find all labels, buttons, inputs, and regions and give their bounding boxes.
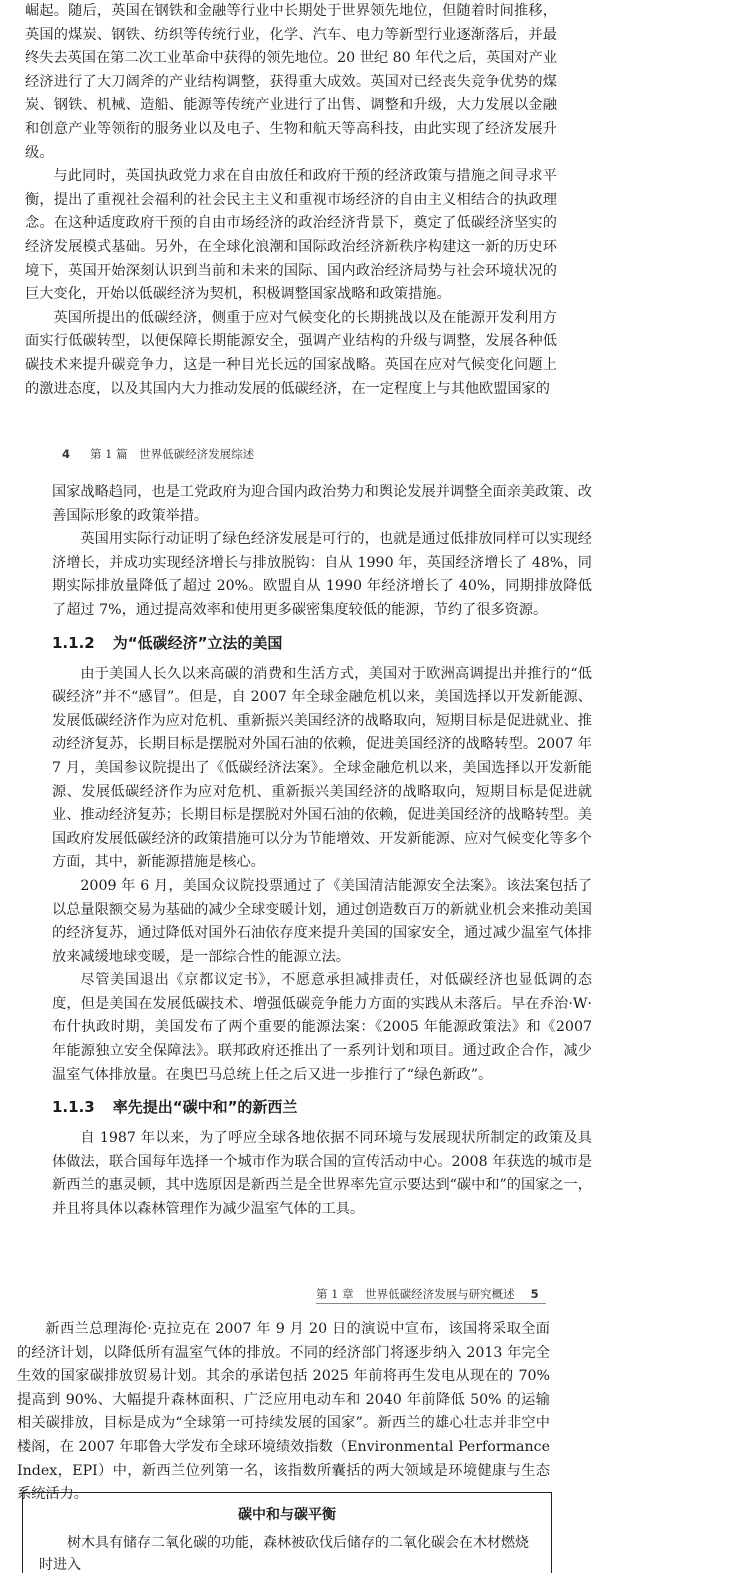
sidebar-box	[22, 1492, 552, 1573]
paragraph: 英国所提出的低碳经济，侧重于应对气候变化的长期挑战以及在能源开发利用方面实行低碳转型，以便保障长期能源安全，强调产业结构的升级与调整，发展各种低碳技术来提升碳竞争力，这是一种目光长远的国家战略。英国在应对气候变化问题上的激进态度，以及其国内大力推动发展的低碳经济，在一定程度上与其他欧盟国家的	[25, 309, 557, 397]
running-header-title: 第 1 章 世界低碳经济发展与研究概述	[316, 1287, 515, 1301]
section-number: 1.1.3	[52, 1098, 95, 1117]
paragraph: 新西兰总理海伦·克拉克在 2007 年 9 月 20 日的演说中宣布，该国将采取全面的经济计划，以降低所有温室气体的排放。不同的经济部门将逐步纳入 2013 年完全生效的国家碳排放贸易计划。其余的承诺包括 2025 年前将再生发电从现在的 70% 提高到 90%、大幅提升森林面积、广泛应用电动车和 2040 年前降低 50% 的运输相关碳排放，目标是成为“全球第一可持续发展的国家”。新西兰的雄心壮志并非空中楼阁，在 2007 年耶鲁大学发布全球环境绩效指数（Environmental Performance Index，EPI）中，新西兰位列第一名，该指数所囊括的两大领域是环境健康与生态系统活力。	[17, 1321, 550, 1503]
paragraph: 国家战略趋同，也是工党政府为迎合国内政治势力和舆论发展并调整全面亲美政策、改善国际形象的政策举措。	[52, 484, 592, 524]
page-number: 4	[62, 447, 71, 461]
paragraph: 英国用实际行动证明了绿色经济发展是可行的，也就是通过低排放同样可以实现经济增长，并成功实现经济增长与排放脱钩：自从 1990 年，英国经济增长了 48%，同期实际排放量降低了超过 20%。欧盟自从 1990 年经济增长了 40%，同期排放降低了超过 7%，通过提高效率和使用更多碳密集度较低的能源，节约了很多资源。	[52, 531, 592, 618]
page-number: 5	[530, 1287, 539, 1301]
page-header	[316, 1286, 546, 1302]
paragraph: 崛起。随后，英国在钢铁和金融等行业中长期处于世界领先地位，但随着时间推移，英国的煤炭、钢铁、纺织等传统行业，化学、汽车、电力等新型行业逐渐落后，并最终失去英国在第二次工业革命中获得的领先地位。20 世纪 80 年代之后，英国对产业经济进行了大刀阔斧的产业结构调整，获得重大成效。英国对已经丧失竞争优势的煤炭、钢铁、机械、造船、能源等传统产业进行了出售、调整和升级，大力发展以金融和创意产业等领衔的服务业以及电子、生物和航天等高科技，由此实现了经济发展升级。	[25, 3, 558, 161]
section-heading-1-1-3	[52, 1095, 592, 1119]
section-heading-1-1-2	[52, 631, 592, 655]
page2-body	[52, 481, 592, 1222]
page1-body	[25, 0, 557, 401]
section-title: 为“低碳经济”立法的美国	[112, 633, 283, 652]
box-title: 碳中和与碳平衡	[238, 1507, 336, 1523]
paragraph: 由于美国人长久以来高碳的消费和生活方式，美国对于欧洲高调提出并推行的“低碳经济”并不“感冒”。但是，自 2007 年全球金融危机以来，美国选择以开发新能源、发展低碳经济作为应对危机、重新振兴美国经济的战略取向，短期目标是促进就业、推动经济复苏，长期目标是摆脱对外国石油的依赖，促进美国经济的战略转型。2007 年 7 月，美国参议院提出了《低碳经济法案》。全球金融危机以来，美国选择以开发新能源、发展低碳经济作为应对危机、重新振兴美国经济的战略取向，短期目标是促进就业、推动经济复苏；长期目标是摆脱对外国石油的依赖，促进美国经济的战略转型。美国政府发展低碳经济的政策措施可以分为节能增效、开发新能源、应对气候变化等多个方面，其中，新能源措施是核心。	[52, 665, 592, 871]
paragraph: 尽管美国退出《京都议定书》，不愿意承担减排责任，对低碳经济也显低调的态度，但是美国在发展低碳技术、增强低碳竞争能力方面的实践从未落后。早在乔治·W·布什执政时期，美国发布了两个重要的能源法案：《2005 年能源政策法》和《2007 年能源独立安全保障法》。联邦政府还推出了一系列计划和项目。通过政企合作，减少温室气体排放量。在奥巴马总统上任之后又进一步推行了“绿色新政”。	[52, 972, 592, 1083]
header-rule	[316, 1303, 546, 1304]
paragraph: 自 1987 年以来，为了呼应全球各地依据不同环境与发展现状所制定的政策及具体做法，联合国每年选择一个城市作为联合国的宣传活动中心。2008 年获选的城市是新西兰的惠灵顿，其中选原因是新西兰是全世界率先宣示要达到“碳中和”的国家之一，并且将具体以森林管理作为减少温室气体的工具。	[52, 1130, 592, 1218]
section-title: 率先提出“碳中和”的新西兰	[112, 1098, 298, 1117]
page-footer	[62, 446, 254, 462]
paragraph: 2009 年 6 月，美国众议院投票通过了《美国清洁能源安全法案》。该法案包括了以总量限额交易为基础的减少全球变暖计划，通过创造数百万的新就业机会来推动美国的经济复苏，通过降低对国外石油依存度来提升美国的国家安全，通过减少温室气体排放来减缓地球变暖，是一部综合性的能源立法。	[52, 877, 592, 965]
page3-body	[17, 1318, 550, 1507]
section-number: 1.1.2	[52, 633, 95, 652]
running-footer-title: 第 1 篇 世界低碳经济发展综述	[90, 447, 255, 461]
paragraph: 与此同时，英国执政党力求在自由放任和政府干预的经济政策与措施之间寻求平衡，提出了重视社会福利的社会民主主义和重视市场经济的自由主义相结合的执政理念。在这种适度政府干预的自由市场经济的政治经济背景下，奠定了低碳经济坚实的经济发展模式基础。另外，在全球化浪潮和国际政治经济新秩序构建这一新的历史环境下，英国开始深刻认识到当前和未来的国际、国内政治经济局势与社会环境状况的巨大变化，开始以低碳经济为契机，积极调整国家战略和政策措施。	[25, 168, 557, 303]
box-text: 树木具有储存二氧化碳的功能，森林被砍伐后储存的二氧化碳会在木材燃烧时进入	[39, 1535, 529, 1573]
